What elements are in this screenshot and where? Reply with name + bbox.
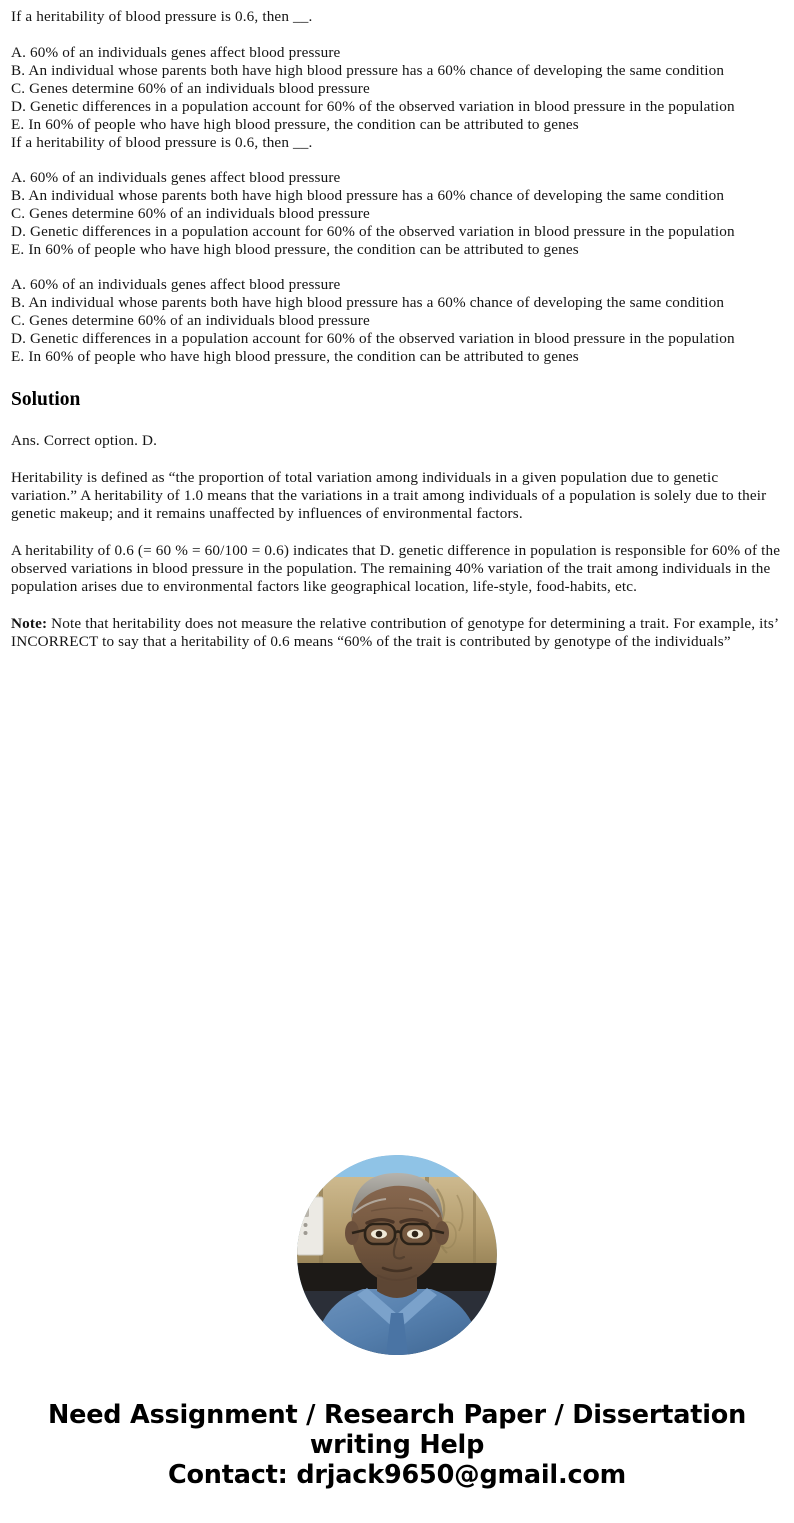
question-block-1	[11, 8, 783, 152]
option-item-d: D. Genetic differences in a population account for 60% of the observed variation in blood pressure in the population	[11, 223, 735, 240]
option-item-b: B. An individual whose parents both have high blood pressure has a 60% chance of developing the same condition	[11, 294, 725, 311]
footer-contact-line: Contact: drjack9650@gmail.com	[167, 1460, 627, 1490]
avatar	[297, 1155, 497, 1355]
footer-promo	[0, 1400, 794, 1490]
solution-paragraph-2: A heritability of 0.6 (= 60 % = 60/100 = 0.6) indicates that D. genetic difference in population is responsible for 60% of the observed variations in blood pressure in the population. The remaining 40% variation of the trait among individuals in the population arises due to environmental factors like geographical location, life-style, food-habits, etc.	[11, 542, 781, 595]
avatar-container	[0, 1155, 794, 1355]
option-item-e: E. In 60% of people who have high blood pressure, the condition can be attributed to genes	[11, 348, 579, 365]
solution-note	[11, 615, 783, 651]
option-item-e: E. In 60% of people who have high blood pressure, the condition can be attributed to genes	[11, 241, 579, 258]
option-list-3	[11, 276, 783, 366]
answer-line: Ans. Correct option. D.	[11, 432, 158, 449]
footer-line-1: Need Assignment / Research Paper / Dissertation	[47, 1400, 747, 1430]
option-item-c: C. Genes determine 60% of an individuals blood pressure	[11, 80, 370, 97]
option-item-c: C. Genes determine 60% of an individuals blood pressure	[11, 312, 370, 329]
question-stem-repeat: If a heritability of blood pressure is 0.6, then __.	[11, 134, 313, 151]
note-label: Note:	[11, 615, 48, 632]
option-item-b: B. An individual whose parents both have high blood pressure has a 60% chance of developing the same condition	[11, 187, 725, 204]
question-block-2	[11, 169, 783, 259]
solution-heading: Solution	[11, 389, 81, 410]
question-block-3	[11, 276, 783, 366]
footer-line-2: writing Help	[309, 1430, 485, 1460]
option-item-b: B. An individual whose parents both have high blood pressure has a 60% chance of developing the same condition	[11, 62, 725, 79]
option-item-d: D. Genetic differences in a population account for 60% of the observed variation in blood pressure in the population	[11, 330, 735, 347]
avatar-portrait-icon	[297, 1155, 497, 1355]
option-list-1	[11, 44, 783, 152]
option-item-d: D. Genetic differences in a population account for 60% of the observed variation in blood pressure in the population	[11, 98, 735, 115]
option-item-a: A. 60% of an individuals genes affect blood pressure	[11, 276, 341, 293]
option-item-e: E. In 60% of people who have high blood pressure, the condition can be attributed to genes	[11, 116, 579, 133]
note-text: Note that heritability does not measure the relative contribution of genotype for determining a trait. For example, its’ INCORRECT to say that a heritability of 0.6 means “60% of the trait is contributed by genotype of the individuals”	[11, 615, 779, 650]
option-item-c: C. Genes determine 60% of an individuals blood pressure	[11, 205, 370, 222]
option-list-2	[11, 169, 783, 259]
option-item-a: A. 60% of an individuals genes affect blood pressure	[11, 169, 341, 186]
solution-paragraph-1: Heritability is defined as “the proportion of total variation among individuals in a given population due to genetic variation.” A heritability of 1.0 means that the variations in a trait among individuals of a population is solely due to their genetic makeup; and it remains unaffected by influences of environmental factors.	[11, 469, 767, 522]
question-stem: If a heritability of blood pressure is 0.6, then __.	[11, 8, 313, 25]
option-item-a: A. 60% of an individuals genes affect blood pressure	[11, 44, 341, 61]
